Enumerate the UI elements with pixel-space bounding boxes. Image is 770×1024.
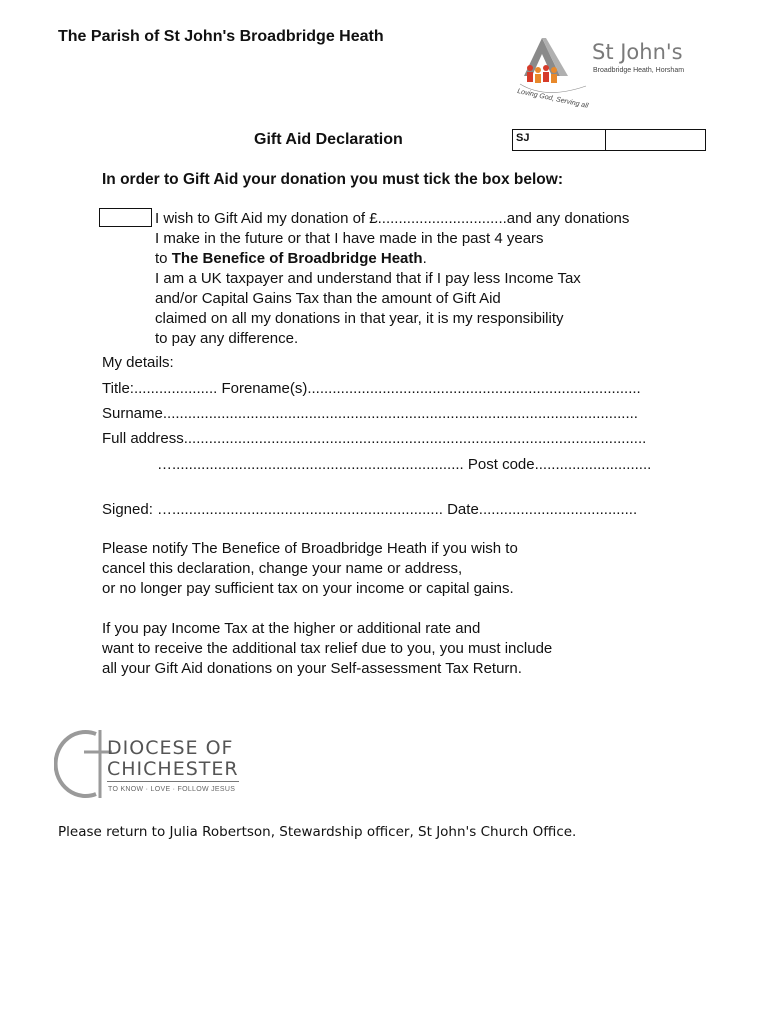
reference-box [512,129,706,151]
higher-rate-line: If you pay Income Tax at the higher or additional rate and [102,620,481,637]
notify-line: or no longer pay sufficient tax on your income or capital gains. [102,580,514,597]
parish-title: The Parish of St John's Broadbridge Heath [58,28,384,45]
instruction-text: In order to Gift Aid your donation you must tick the box below: [102,171,563,188]
benefice-name: The Benefice of Broadbridge Heath [171,250,423,267]
title-forename-field[interactable]: Title:.................... Forename(s)................................................................................ [102,380,641,397]
st-johns-logo [516,34,716,110]
logo-motto: Loving God, Serving all [516,88,589,110]
higher-rate-line: want to receive the additional tax relief due to you, you must include [102,640,553,657]
address-field[interactable]: Full address............................................................................................................... [102,430,647,447]
return-note: Please return to Julia Robertson, Stewardship officer, St John's Church Office. [58,824,577,840]
higher-rate-paragraph [102,619,552,679]
declaration-line [155,249,715,269]
signature-date-field[interactable]: Signed: …................................................................. Date...................................... [102,501,638,518]
notify-paragraph [102,539,518,599]
diocese-name-line1: DIOCESE OF [107,737,234,759]
diocese-logo [54,726,254,802]
higher-rate-line: all your Gift Aid donations on your Self-assessment Tax Return. [102,660,522,677]
declaration-suffix: . [422,250,427,267]
declaration-prefix: to [155,250,172,267]
logo-location: Broadbridge Heath, Horsham [593,67,685,74]
details-heading: My details: [102,354,174,371]
declaration-line: I am a UK taxpayer and understand that if I pay less Income Tax [155,270,581,287]
declaration-text [155,209,715,349]
declaration-line: claimed on all my donations in that year, it is my responsibility [155,310,564,327]
gift-aid-checkbox[interactable] [99,208,152,227]
declaration-line: I make in the future or that I have made in the past 4 years [155,230,544,247]
form-title: Gift Aid Declaration [254,131,403,148]
notify-line: Please notify The Benefice of Broadbridge Heath if you wish to [102,540,518,557]
reference-number-field[interactable] [606,130,705,150]
diocese-tagline: TO KNOW · LOVE · FOLLOW JESUS [108,786,236,793]
diocese-name-line2: CHICHESTER [107,758,239,780]
declaration-line: to pay any difference. [155,330,299,347]
declaration-line: I wish to Gift Aid my donation of £...............................and any donations [155,210,630,227]
notify-line: cancel this declaration, change your name or address, [102,560,463,577]
declaration-line: and/or Capital Gains Tax than the amount of Gift Aid [155,290,501,307]
diocese-cross-icon [54,726,114,802]
surname-field[interactable]: Surname.................................................................................................................. [102,405,638,422]
address-postcode-field[interactable]: …...................................................................... Post code............................ [157,456,652,473]
logo-name: St John's [592,40,683,64]
reference-code: SJ [513,130,606,150]
